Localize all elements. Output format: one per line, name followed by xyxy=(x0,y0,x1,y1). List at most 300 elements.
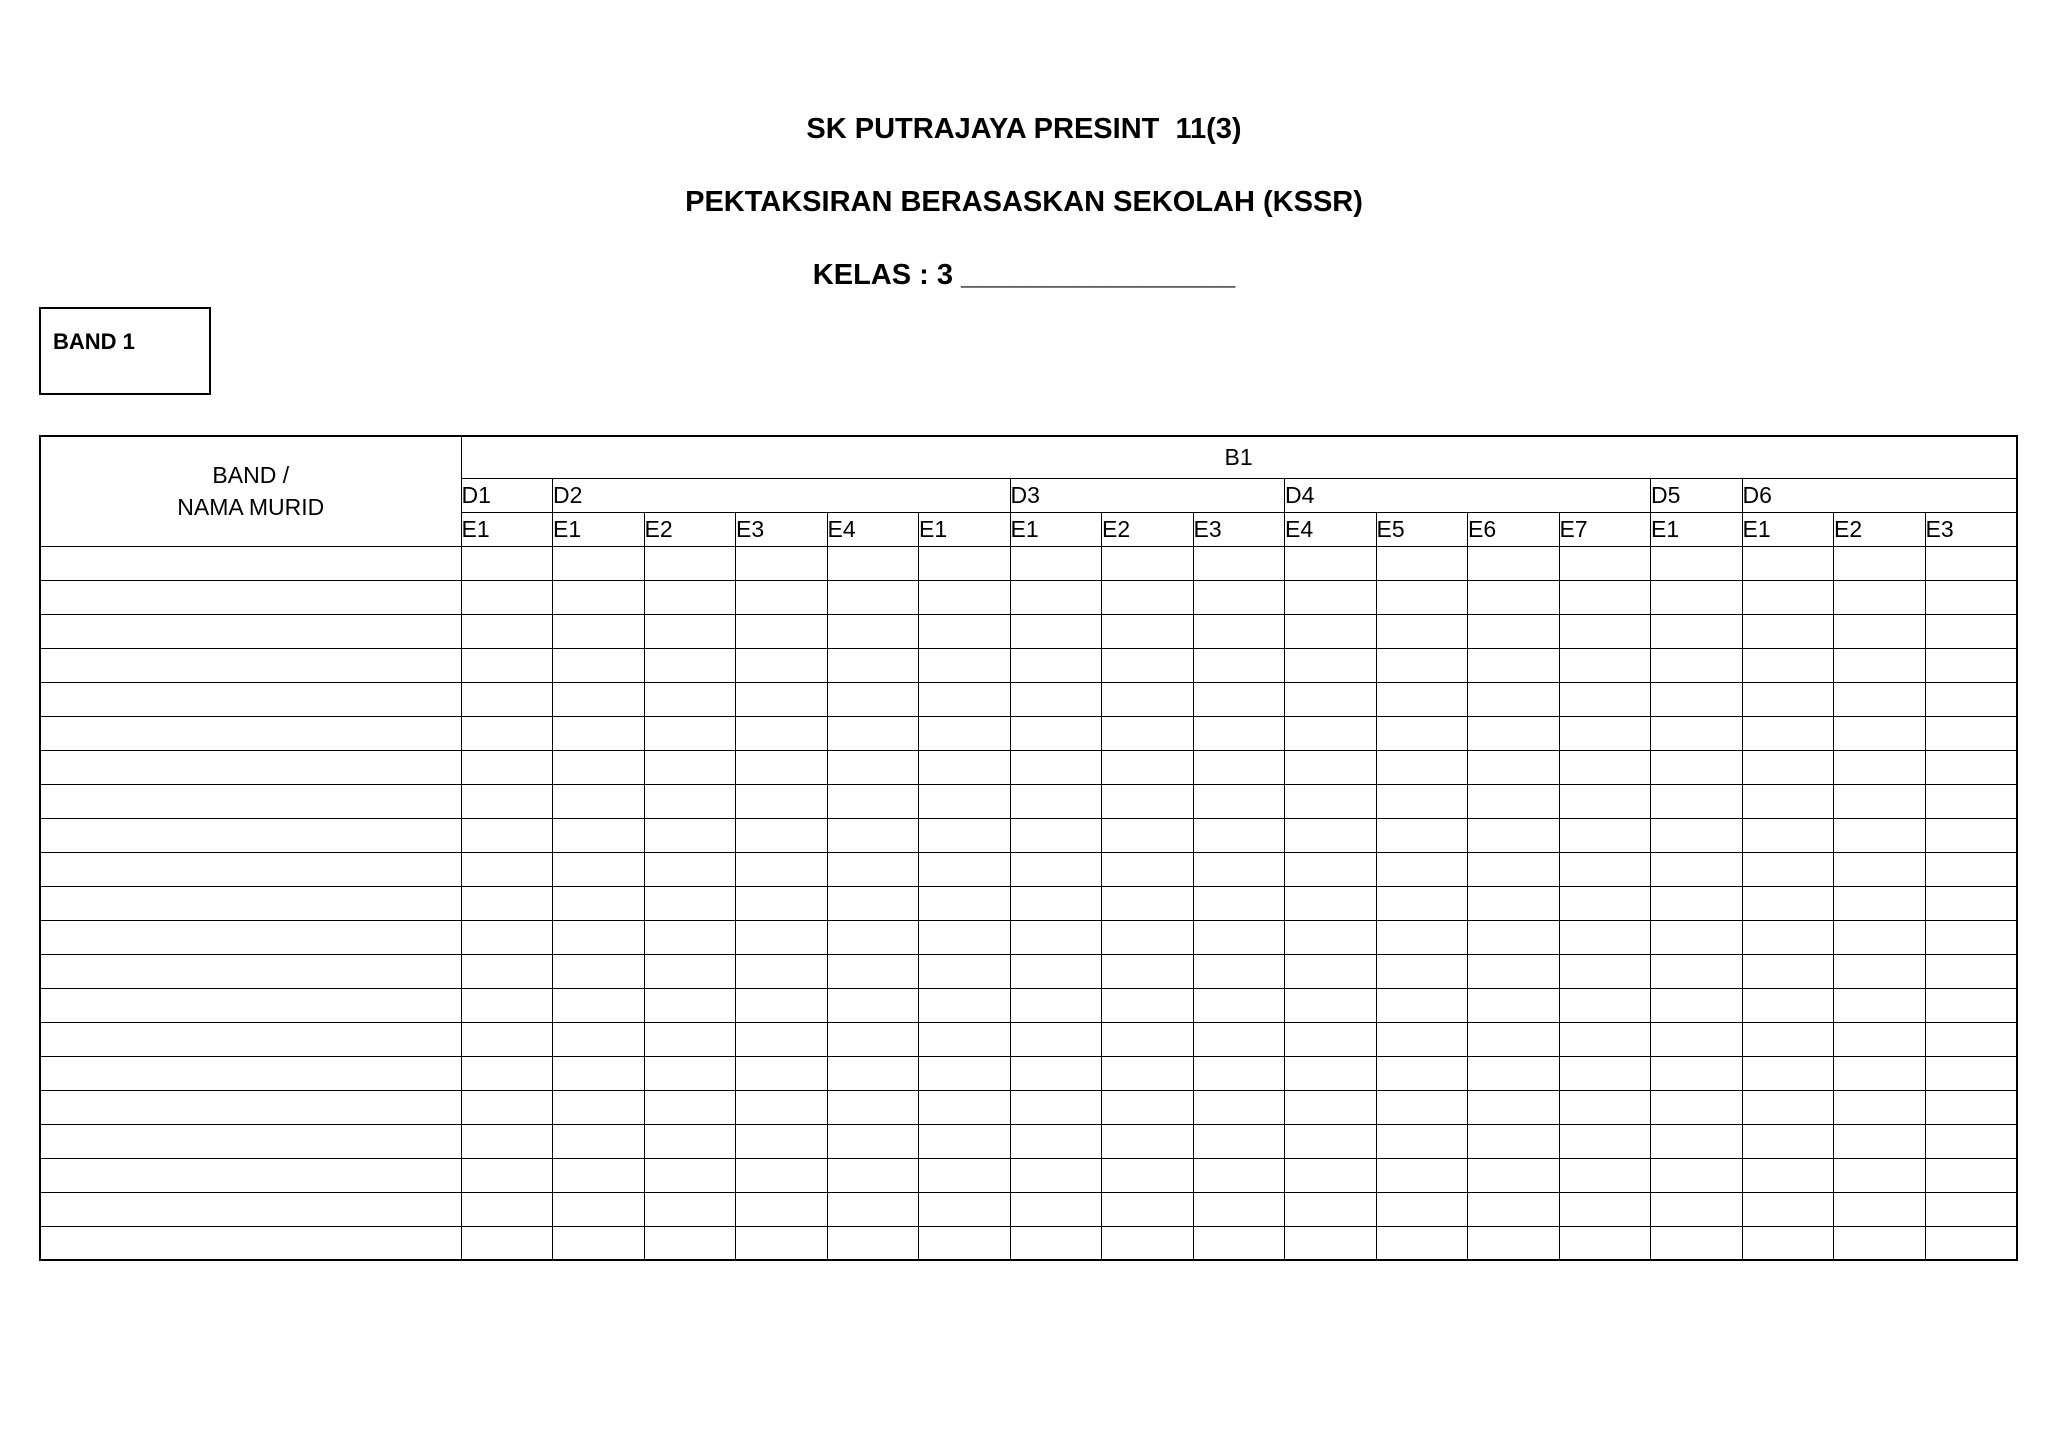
score-cell[interactable] xyxy=(1559,1158,1651,1192)
score-cell[interactable] xyxy=(1376,614,1468,648)
score-cell[interactable] xyxy=(644,1124,736,1158)
score-cell[interactable] xyxy=(1193,818,1285,852)
score-cell[interactable] xyxy=(553,954,645,988)
score-cell[interactable] xyxy=(1376,546,1468,580)
score-cell[interactable] xyxy=(827,818,919,852)
score-cell[interactable] xyxy=(1193,1192,1285,1226)
score-cell[interactable] xyxy=(461,988,553,1022)
score-cell[interactable] xyxy=(1834,1056,1926,1090)
score-cell[interactable] xyxy=(1102,682,1194,716)
score-cell[interactable] xyxy=(553,886,645,920)
score-cell[interactable] xyxy=(644,546,736,580)
student-name-cell[interactable] xyxy=(40,682,461,716)
score-cell[interactable] xyxy=(461,784,553,818)
score-cell[interactable] xyxy=(1468,750,1560,784)
score-cell[interactable] xyxy=(461,648,553,682)
score-cell[interactable] xyxy=(1559,1192,1651,1226)
score-cell[interactable] xyxy=(827,920,919,954)
score-cell[interactable] xyxy=(1742,1022,1834,1056)
score-cell[interactable] xyxy=(1925,1226,2017,1260)
score-cell[interactable] xyxy=(827,1158,919,1192)
score-cell[interactable] xyxy=(1376,1192,1468,1226)
score-cell[interactable] xyxy=(644,614,736,648)
score-cell[interactable] xyxy=(1925,1022,2017,1056)
student-name-cell[interactable] xyxy=(40,988,461,1022)
score-cell[interactable] xyxy=(1742,920,1834,954)
score-cell[interactable] xyxy=(1925,750,2017,784)
score-cell[interactable] xyxy=(1285,750,1377,784)
score-cell[interactable] xyxy=(1376,852,1468,886)
student-name-cell[interactable] xyxy=(40,648,461,682)
score-cell[interactable] xyxy=(1651,546,1743,580)
score-cell[interactable] xyxy=(553,1056,645,1090)
score-cell[interactable] xyxy=(1651,818,1743,852)
score-cell[interactable] xyxy=(461,818,553,852)
student-name-cell[interactable] xyxy=(40,1226,461,1260)
score-cell[interactable] xyxy=(461,1192,553,1226)
score-cell[interactable] xyxy=(644,1192,736,1226)
score-cell[interactable] xyxy=(1285,614,1377,648)
score-cell[interactable] xyxy=(1468,580,1560,614)
score-cell[interactable] xyxy=(1468,988,1560,1022)
score-cell[interactable] xyxy=(553,580,645,614)
score-cell[interactable] xyxy=(1010,784,1102,818)
score-cell[interactable] xyxy=(827,1090,919,1124)
score-cell[interactable] xyxy=(1010,852,1102,886)
score-cell[interactable] xyxy=(1651,954,1743,988)
score-cell[interactable] xyxy=(1285,988,1377,1022)
score-cell[interactable] xyxy=(1468,546,1560,580)
student-name-cell[interactable] xyxy=(40,1090,461,1124)
score-cell[interactable] xyxy=(827,648,919,682)
score-cell[interactable] xyxy=(553,546,645,580)
score-cell[interactable] xyxy=(553,1090,645,1124)
student-name-cell[interactable] xyxy=(40,1056,461,1090)
score-cell[interactable] xyxy=(1285,818,1377,852)
student-name-cell[interactable] xyxy=(40,852,461,886)
score-cell[interactable] xyxy=(1834,750,1926,784)
score-cell[interactable] xyxy=(736,716,828,750)
score-cell[interactable] xyxy=(1742,852,1834,886)
student-name-cell[interactable] xyxy=(40,716,461,750)
score-cell[interactable] xyxy=(1742,886,1834,920)
score-cell[interactable] xyxy=(1285,716,1377,750)
score-cell[interactable] xyxy=(736,1090,828,1124)
score-cell[interactable] xyxy=(736,954,828,988)
score-cell[interactable] xyxy=(461,886,553,920)
score-cell[interactable] xyxy=(1285,1192,1377,1226)
score-cell[interactable] xyxy=(461,954,553,988)
score-cell[interactable] xyxy=(736,818,828,852)
score-cell[interactable] xyxy=(736,1124,828,1158)
score-cell[interactable] xyxy=(1285,1090,1377,1124)
score-cell[interactable] xyxy=(919,920,1011,954)
score-cell[interactable] xyxy=(1925,886,2017,920)
score-cell[interactable] xyxy=(1193,716,1285,750)
score-cell[interactable] xyxy=(1010,580,1102,614)
score-cell[interactable] xyxy=(1376,1158,1468,1192)
score-cell[interactable] xyxy=(1559,580,1651,614)
score-cell[interactable] xyxy=(1102,852,1194,886)
student-name-cell[interactable] xyxy=(40,614,461,648)
score-cell[interactable] xyxy=(1193,886,1285,920)
score-cell[interactable] xyxy=(1193,546,1285,580)
score-cell[interactable] xyxy=(1468,1192,1560,1226)
score-cell[interactable] xyxy=(1102,1226,1194,1260)
score-cell[interactable] xyxy=(1925,818,2017,852)
score-cell[interactable] xyxy=(1742,784,1834,818)
score-cell[interactable] xyxy=(919,716,1011,750)
score-cell[interactable] xyxy=(919,546,1011,580)
score-cell[interactable] xyxy=(1742,818,1834,852)
score-cell[interactable] xyxy=(1376,750,1468,784)
score-cell[interactable] xyxy=(644,750,736,784)
score-cell[interactable] xyxy=(1376,954,1468,988)
score-cell[interactable] xyxy=(1651,716,1743,750)
score-cell[interactable] xyxy=(461,750,553,784)
score-cell[interactable] xyxy=(736,1158,828,1192)
score-cell[interactable] xyxy=(644,1056,736,1090)
score-cell[interactable] xyxy=(1651,1124,1743,1158)
score-cell[interactable] xyxy=(1193,648,1285,682)
score-cell[interactable] xyxy=(1285,648,1377,682)
score-cell[interactable] xyxy=(644,1090,736,1124)
score-cell[interactable] xyxy=(1834,648,1926,682)
student-name-cell[interactable] xyxy=(40,818,461,852)
score-cell[interactable] xyxy=(1559,954,1651,988)
score-cell[interactable] xyxy=(1559,750,1651,784)
score-cell[interactable] xyxy=(1376,1090,1468,1124)
score-cell[interactable] xyxy=(553,716,645,750)
score-cell[interactable] xyxy=(1834,818,1926,852)
student-name-cell[interactable] xyxy=(40,920,461,954)
score-cell[interactable] xyxy=(919,1124,1011,1158)
student-name-cell[interactable] xyxy=(40,546,461,580)
score-cell[interactable] xyxy=(1376,886,1468,920)
score-cell[interactable] xyxy=(1376,1124,1468,1158)
score-cell[interactable] xyxy=(919,954,1011,988)
score-cell[interactable] xyxy=(644,818,736,852)
score-cell[interactable] xyxy=(1834,614,1926,648)
score-cell[interactable] xyxy=(461,1226,553,1260)
score-cell[interactable] xyxy=(1468,954,1560,988)
score-cell[interactable] xyxy=(827,1056,919,1090)
score-cell[interactable] xyxy=(1742,1056,1834,1090)
score-cell[interactable] xyxy=(1010,988,1102,1022)
score-cell[interactable] xyxy=(1651,580,1743,614)
score-cell[interactable] xyxy=(1468,852,1560,886)
score-cell[interactable] xyxy=(1102,648,1194,682)
score-cell[interactable] xyxy=(553,1124,645,1158)
score-cell[interactable] xyxy=(736,1192,828,1226)
score-cell[interactable] xyxy=(1742,988,1834,1022)
score-cell[interactable] xyxy=(553,988,645,1022)
score-cell[interactable] xyxy=(1559,1226,1651,1260)
score-cell[interactable] xyxy=(461,1090,553,1124)
score-cell[interactable] xyxy=(1468,920,1560,954)
score-cell[interactable] xyxy=(1102,716,1194,750)
score-cell[interactable] xyxy=(461,1158,553,1192)
score-cell[interactable] xyxy=(1468,886,1560,920)
score-cell[interactable] xyxy=(1193,1226,1285,1260)
score-cell[interactable] xyxy=(1102,1022,1194,1056)
score-cell[interactable] xyxy=(1102,1158,1194,1192)
score-cell[interactable] xyxy=(919,988,1011,1022)
score-cell[interactable] xyxy=(1010,954,1102,988)
score-cell[interactable] xyxy=(1742,750,1834,784)
score-cell[interactable] xyxy=(1559,614,1651,648)
score-cell[interactable] xyxy=(1376,648,1468,682)
score-cell[interactable] xyxy=(1559,852,1651,886)
score-cell[interactable] xyxy=(1651,988,1743,1022)
score-cell[interactable] xyxy=(1102,580,1194,614)
score-cell[interactable] xyxy=(1559,1022,1651,1056)
score-cell[interactable] xyxy=(1834,1124,1926,1158)
score-cell[interactable] xyxy=(461,614,553,648)
score-cell[interactable] xyxy=(1651,648,1743,682)
score-cell[interactable] xyxy=(1468,648,1560,682)
score-cell[interactable] xyxy=(1285,1056,1377,1090)
score-cell[interactable] xyxy=(553,818,645,852)
score-cell[interactable] xyxy=(1559,648,1651,682)
score-cell[interactable] xyxy=(827,784,919,818)
score-cell[interactable] xyxy=(919,1056,1011,1090)
score-cell[interactable] xyxy=(553,852,645,886)
score-cell[interactable] xyxy=(736,1022,828,1056)
score-cell[interactable] xyxy=(827,988,919,1022)
score-cell[interactable] xyxy=(1559,988,1651,1022)
score-cell[interactable] xyxy=(1102,784,1194,818)
student-name-cell[interactable] xyxy=(40,1158,461,1192)
score-cell[interactable] xyxy=(1193,1090,1285,1124)
score-cell[interactable] xyxy=(1742,1158,1834,1192)
score-cell[interactable] xyxy=(1010,1192,1102,1226)
score-cell[interactable] xyxy=(919,1158,1011,1192)
score-cell[interactable] xyxy=(1742,1192,1834,1226)
score-cell[interactable] xyxy=(1559,1090,1651,1124)
score-cell[interactable] xyxy=(644,1022,736,1056)
student-name-cell[interactable] xyxy=(40,1192,461,1226)
score-cell[interactable] xyxy=(1834,954,1926,988)
score-cell[interactable] xyxy=(1468,1124,1560,1158)
score-cell[interactable] xyxy=(644,648,736,682)
score-cell[interactable] xyxy=(827,580,919,614)
score-cell[interactable] xyxy=(1102,614,1194,648)
score-cell[interactable] xyxy=(736,886,828,920)
score-cell[interactable] xyxy=(644,716,736,750)
score-cell[interactable] xyxy=(1834,546,1926,580)
score-cell[interactable] xyxy=(1559,818,1651,852)
score-cell[interactable] xyxy=(1468,1158,1560,1192)
score-cell[interactable] xyxy=(553,1226,645,1260)
score-cell[interactable] xyxy=(919,852,1011,886)
score-cell[interactable] xyxy=(1925,954,2017,988)
score-cell[interactable] xyxy=(1742,580,1834,614)
score-cell[interactable] xyxy=(461,716,553,750)
score-cell[interactable] xyxy=(827,886,919,920)
score-cell[interactable] xyxy=(1925,614,2017,648)
score-cell[interactable] xyxy=(553,784,645,818)
score-cell[interactable] xyxy=(1285,1158,1377,1192)
score-cell[interactable] xyxy=(644,1226,736,1260)
score-cell[interactable] xyxy=(827,546,919,580)
score-cell[interactable] xyxy=(736,1226,828,1260)
score-cell[interactable] xyxy=(1834,1226,1926,1260)
score-cell[interactable] xyxy=(736,580,828,614)
score-cell[interactable] xyxy=(553,920,645,954)
score-cell[interactable] xyxy=(919,614,1011,648)
score-cell[interactable] xyxy=(1010,716,1102,750)
score-cell[interactable] xyxy=(736,852,828,886)
score-cell[interactable] xyxy=(1376,580,1468,614)
score-cell[interactable] xyxy=(919,784,1011,818)
score-cell[interactable] xyxy=(736,648,828,682)
score-cell[interactable] xyxy=(1468,1022,1560,1056)
score-cell[interactable] xyxy=(827,750,919,784)
score-cell[interactable] xyxy=(461,1056,553,1090)
score-cell[interactable] xyxy=(1468,784,1560,818)
score-cell[interactable] xyxy=(1010,1056,1102,1090)
score-cell[interactable] xyxy=(1925,682,2017,716)
score-cell[interactable] xyxy=(1285,1226,1377,1260)
score-cell[interactable] xyxy=(461,920,553,954)
score-cell[interactable] xyxy=(1193,954,1285,988)
score-cell[interactable] xyxy=(1925,784,2017,818)
score-cell[interactable] xyxy=(1468,1226,1560,1260)
score-cell[interactable] xyxy=(1742,546,1834,580)
score-cell[interactable] xyxy=(919,1022,1011,1056)
score-cell[interactable] xyxy=(1559,682,1651,716)
score-cell[interactable] xyxy=(1010,1022,1102,1056)
score-cell[interactable] xyxy=(1010,1090,1102,1124)
score-cell[interactable] xyxy=(1651,1226,1743,1260)
score-cell[interactable] xyxy=(1468,614,1560,648)
score-cell[interactable] xyxy=(1742,1226,1834,1260)
score-cell[interactable] xyxy=(1559,886,1651,920)
score-cell[interactable] xyxy=(1102,920,1194,954)
score-cell[interactable] xyxy=(1102,546,1194,580)
score-cell[interactable] xyxy=(736,614,828,648)
score-cell[interactable] xyxy=(1559,1124,1651,1158)
score-cell[interactable] xyxy=(1010,614,1102,648)
score-cell[interactable] xyxy=(1285,546,1377,580)
score-cell[interactable] xyxy=(1651,784,1743,818)
score-cell[interactable] xyxy=(1376,682,1468,716)
score-cell[interactable] xyxy=(1834,920,1926,954)
score-cell[interactable] xyxy=(461,1022,553,1056)
score-cell[interactable] xyxy=(827,682,919,716)
score-cell[interactable] xyxy=(1834,988,1926,1022)
score-cell[interactable] xyxy=(1102,1192,1194,1226)
score-cell[interactable] xyxy=(736,546,828,580)
score-cell[interactable] xyxy=(1834,1158,1926,1192)
score-cell[interactable] xyxy=(461,682,553,716)
score-cell[interactable] xyxy=(461,852,553,886)
score-cell[interactable] xyxy=(1285,1124,1377,1158)
score-cell[interactable] xyxy=(1010,1158,1102,1192)
score-cell[interactable] xyxy=(1834,886,1926,920)
score-cell[interactable] xyxy=(1742,1090,1834,1124)
student-name-cell[interactable] xyxy=(40,1022,461,1056)
score-cell[interactable] xyxy=(1102,750,1194,784)
score-cell[interactable] xyxy=(827,954,919,988)
score-cell[interactable] xyxy=(736,750,828,784)
score-cell[interactable] xyxy=(827,1226,919,1260)
score-cell[interactable] xyxy=(1102,988,1194,1022)
score-cell[interactable] xyxy=(1285,886,1377,920)
score-cell[interactable] xyxy=(644,580,736,614)
score-cell[interactable] xyxy=(827,716,919,750)
score-cell[interactable] xyxy=(1376,818,1468,852)
score-cell[interactable] xyxy=(919,750,1011,784)
score-cell[interactable] xyxy=(1193,614,1285,648)
score-cell[interactable] xyxy=(1651,750,1743,784)
score-cell[interactable] xyxy=(1010,818,1102,852)
score-cell[interactable] xyxy=(644,852,736,886)
score-cell[interactable] xyxy=(827,852,919,886)
score-cell[interactable] xyxy=(1559,920,1651,954)
score-cell[interactable] xyxy=(1925,1056,2017,1090)
score-cell[interactable] xyxy=(1102,1090,1194,1124)
score-cell[interactable] xyxy=(1193,682,1285,716)
score-cell[interactable] xyxy=(644,988,736,1022)
score-cell[interactable] xyxy=(736,1056,828,1090)
score-cell[interactable] xyxy=(644,1158,736,1192)
score-cell[interactable] xyxy=(1376,1056,1468,1090)
score-cell[interactable] xyxy=(1742,716,1834,750)
score-cell[interactable] xyxy=(1193,1056,1285,1090)
score-cell[interactable] xyxy=(1010,648,1102,682)
score-cell[interactable] xyxy=(919,580,1011,614)
score-cell[interactable] xyxy=(1651,614,1743,648)
score-cell[interactable] xyxy=(1834,1090,1926,1124)
score-cell[interactable] xyxy=(1834,580,1926,614)
score-cell[interactable] xyxy=(1651,886,1743,920)
score-cell[interactable] xyxy=(1010,546,1102,580)
score-cell[interactable] xyxy=(1651,1090,1743,1124)
score-cell[interactable] xyxy=(1651,682,1743,716)
score-cell[interactable] xyxy=(1376,1022,1468,1056)
score-cell[interactable] xyxy=(644,784,736,818)
score-cell[interactable] xyxy=(1651,920,1743,954)
score-cell[interactable] xyxy=(1102,1056,1194,1090)
score-cell[interactable] xyxy=(1193,750,1285,784)
score-cell[interactable] xyxy=(736,920,828,954)
score-cell[interactable] xyxy=(1193,580,1285,614)
score-cell[interactable] xyxy=(919,886,1011,920)
score-cell[interactable] xyxy=(1834,784,1926,818)
score-cell[interactable] xyxy=(1193,1022,1285,1056)
score-cell[interactable] xyxy=(1102,818,1194,852)
score-cell[interactable] xyxy=(919,648,1011,682)
score-cell[interactable] xyxy=(553,1192,645,1226)
score-cell[interactable] xyxy=(1193,1158,1285,1192)
score-cell[interactable] xyxy=(1834,682,1926,716)
score-cell[interactable] xyxy=(1651,1056,1743,1090)
score-cell[interactable] xyxy=(919,682,1011,716)
score-cell[interactable] xyxy=(1285,1022,1377,1056)
score-cell[interactable] xyxy=(1376,716,1468,750)
score-cell[interactable] xyxy=(1925,546,2017,580)
score-cell[interactable] xyxy=(919,1226,1011,1260)
student-name-cell[interactable] xyxy=(40,954,461,988)
score-cell[interactable] xyxy=(1376,920,1468,954)
score-cell[interactable] xyxy=(1193,1124,1285,1158)
score-cell[interactable] xyxy=(1193,988,1285,1022)
score-cell[interactable] xyxy=(1010,920,1102,954)
score-cell[interactable] xyxy=(1285,580,1377,614)
score-cell[interactable] xyxy=(1925,1090,2017,1124)
